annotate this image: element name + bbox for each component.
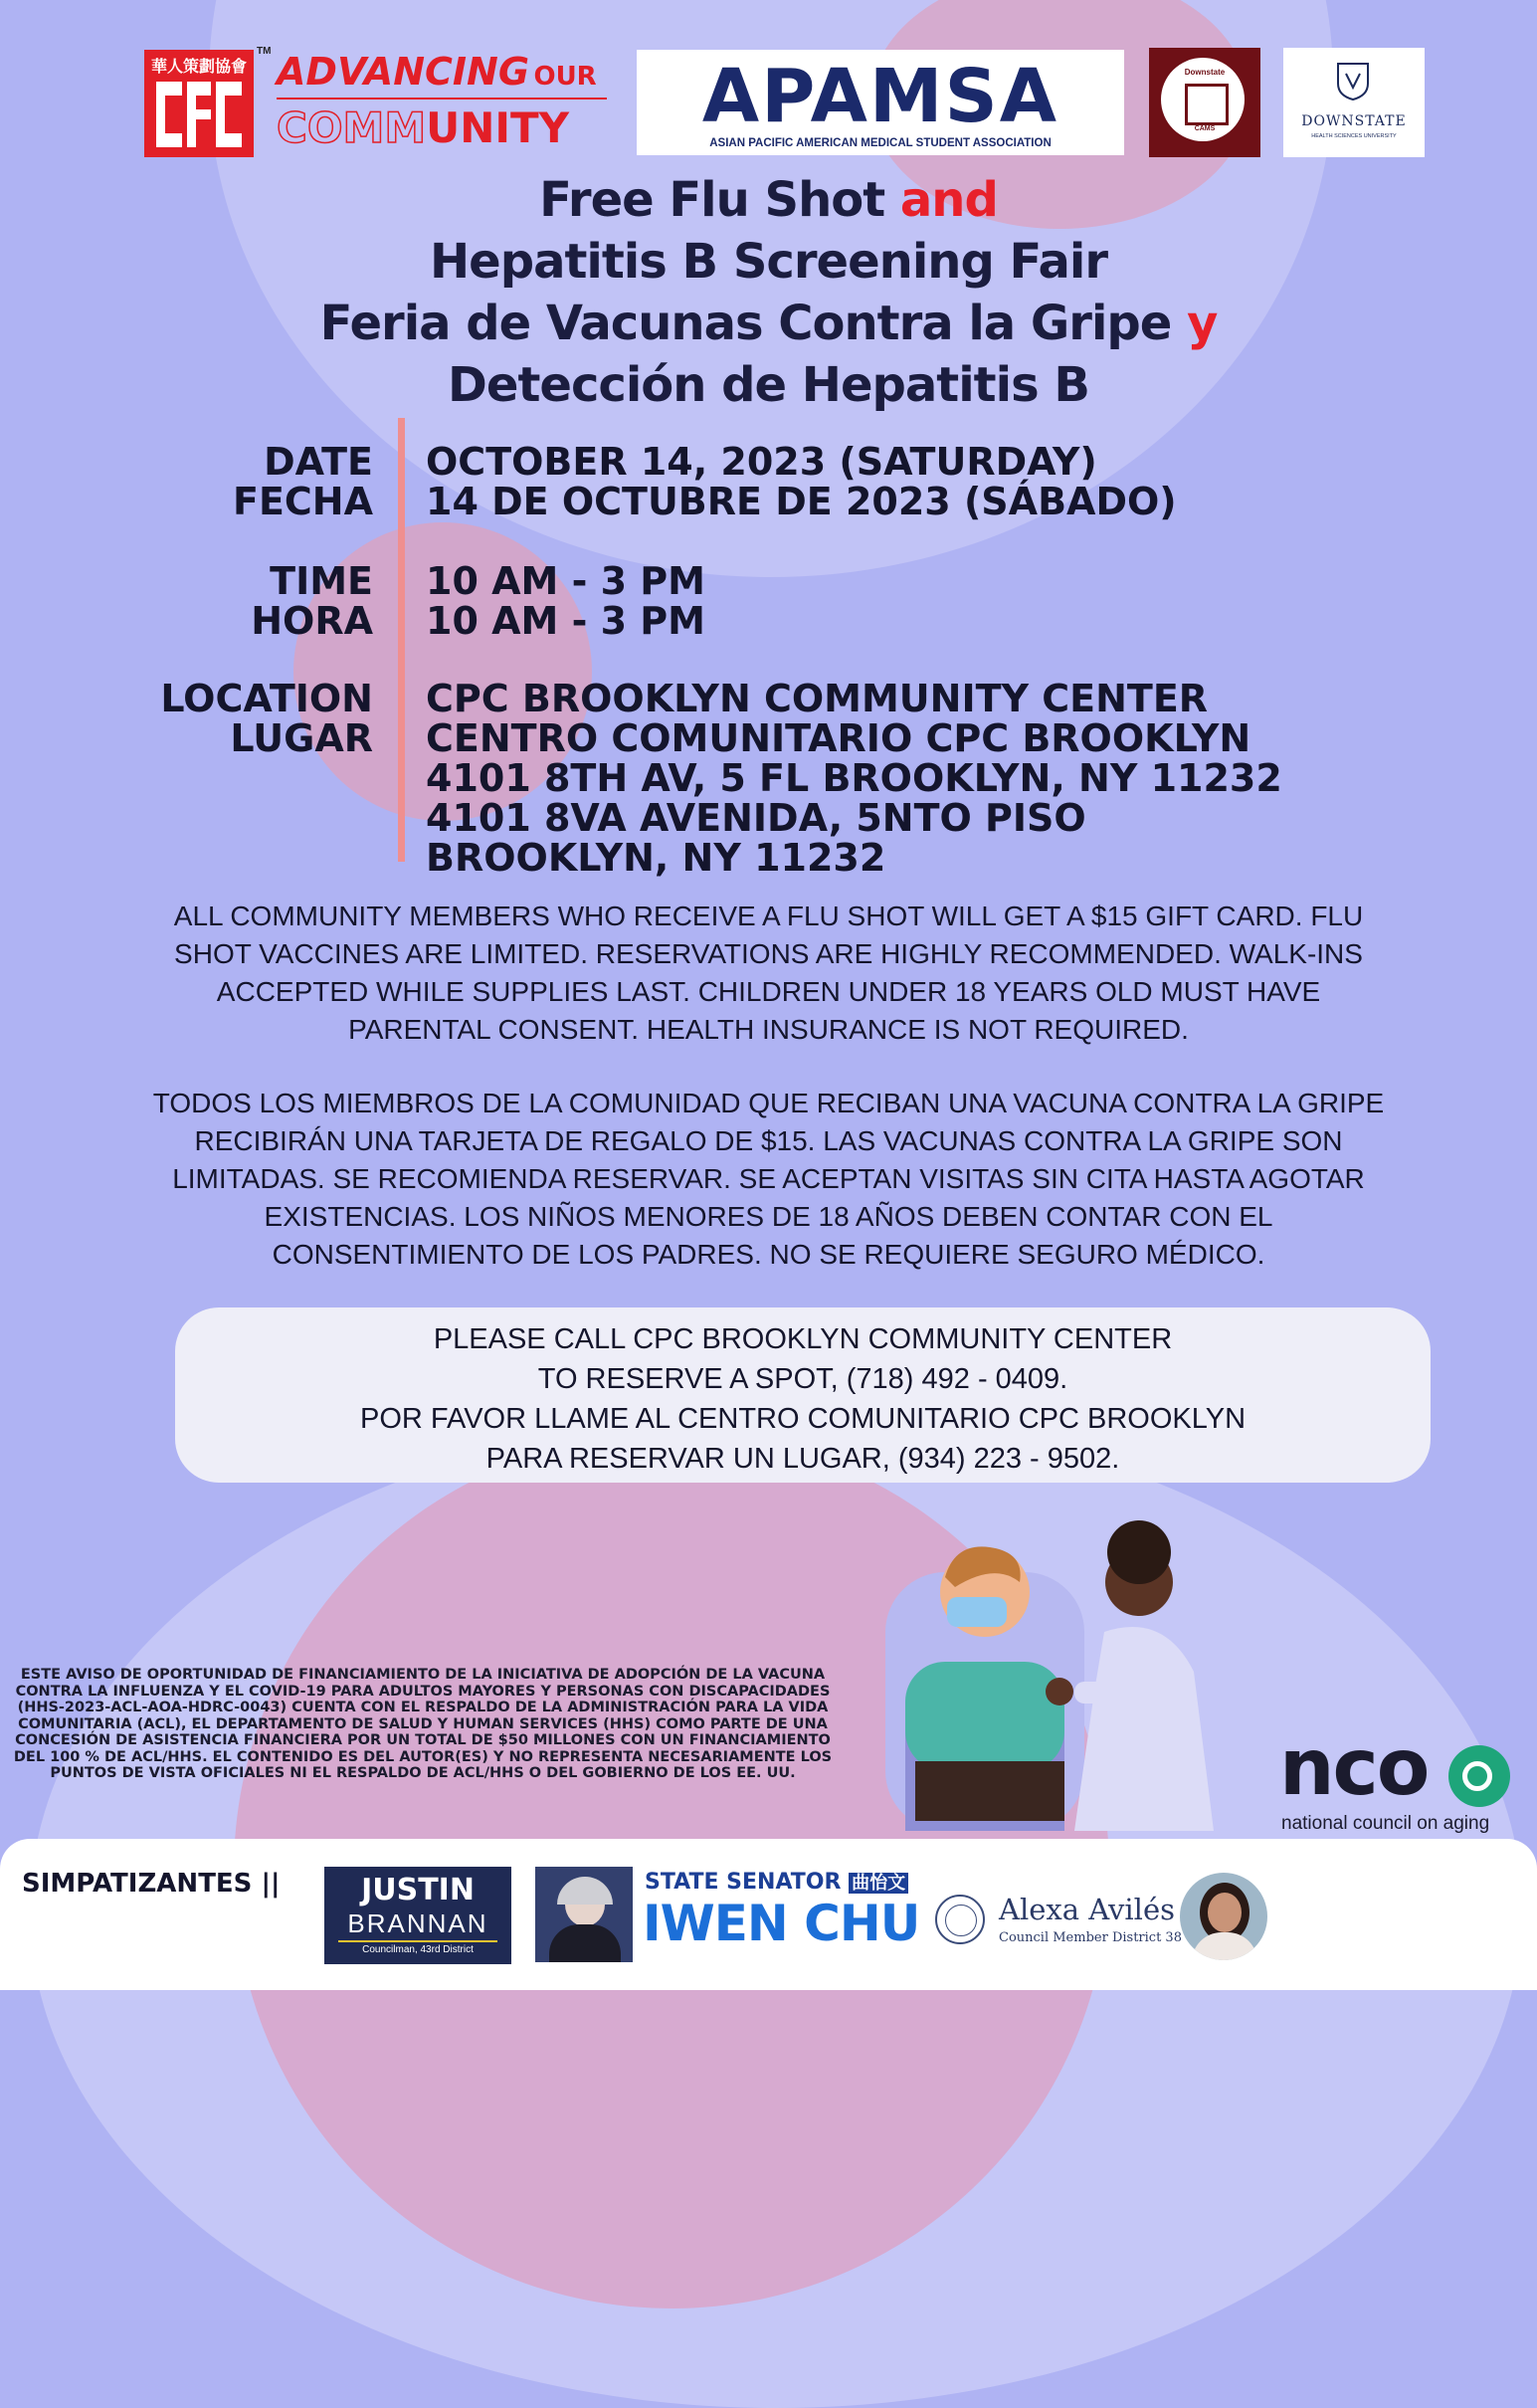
comm-text: COMM — [277, 103, 427, 152]
ncoa-a-icon — [1448, 1745, 1510, 1807]
sponsors-label: SIMPATIZANTES || — [22, 1869, 281, 1899]
apamsa-logo — [637, 50, 1124, 155]
date-value: OCTOBER 14, 2023 (SATURDAY) — [426, 440, 1097, 484]
cpc-logo — [144, 50, 254, 157]
ncoa-mark: nco — [1279, 1723, 1429, 1813]
brannan-subtitle: Councilman, 43rd District — [362, 1944, 474, 1955]
vertical-divider — [398, 418, 405, 862]
cams-logo — [1149, 48, 1260, 157]
title-line-3: Feria de Vacunas Contra la Gripe y — [319, 296, 1218, 351]
hora-label: HORA — [251, 599, 373, 643]
location-line-3: 4101 8TH AV, 5 FL BROOKLYN, NY 11232 — [426, 756, 1282, 800]
time-label: TIME — [270, 559, 373, 603]
cpc-tm: TM — [257, 46, 272, 57]
info-english: ALL COMMUNITY MEMBERS WHO RECEIVE A FLU SHOT WILL GET A $15 GIFT CARD. FLU SHOT VACCINES ARE LIMITED. RESERVATIONS ARE HIGHLY RECOMMENDED. WALK-INS ACCEPTED WHILE SUPPLIES LAST. CHILDREN UNDER 18 YEARS OLD MUST HAVE PARENTAL CONSENT. HEALTH INSURANCE IS NOT REQUIRED. — [173, 901, 1364, 1045]
apamsa-subtitle: ASIAN PACIFIC AMERICAN MEDICAL STUDENT ASSOCIATION — [709, 137, 1052, 149]
location-line-2: CENTRO COMUNITARIO CPC BROOKLYN — [426, 716, 1251, 760]
apamsa-mark: APAMSA — [701, 54, 1059, 139]
call-line-1: PLEASE CALL CPC BROOKLYN COMMUNITY CENTER — [433, 1323, 1173, 1355]
date-label: DATE — [264, 440, 373, 484]
ncoa-logo — [1279, 1723, 1528, 1841]
call-line-4: PARA RESERVAR UN LUGAR, (934) 223 - 9502. — [485, 1443, 1120, 1475]
aviles-subtitle: Council Member District 38 — [999, 1930, 1182, 1945]
aviles-photo — [1180, 1873, 1267, 1960]
downstate-name: DOWNSTATE — [1301, 113, 1407, 129]
chu-title: STATE SENATOR 曲怡文 — [645, 1869, 908, 1895]
downstate-shield-icon — [1336, 62, 1370, 101]
sponsors-bar — [0, 1839, 1537, 1990]
ncoa-subtitle: national council on aging — [1281, 1813, 1490, 1834]
cams-top-text: Downstate — [1184, 68, 1226, 77]
nyc-seal-icon — [935, 1895, 985, 1944]
title-and: and — [899, 172, 998, 228]
cpc-chinese-text: 華人策劃協會 — [150, 59, 247, 76]
title-line-2: Hepatitis B Screening Fair — [429, 234, 1107, 290]
cams-seal — [1185, 84, 1229, 125]
downstate-logo — [1283, 48, 1425, 157]
info-spanish: TODOS LOS MIEMBROS DE LA COMUNIDAD QUE RECIBAN UNA VACUNA CONTRA LA GRIPE RECIBIRÁN UNA TARJETA DE REGALO DE $15. LAS VACUNAS CONTRA LA GRIPE SON LIMITADAS. SE RECOMIENDA RESERVAR. SE ACEPTAN VISITAS SIN CITA HASTA AGOTAR EXISTENCIAS. LOS NIÑOS MENORES DE 18 AÑOS DEBEN CONTAR CON EL CONSENTIMIENTO DE LOS PADRES. NO SE REQUIERE SEGURO MÉDICO. — [152, 1088, 1385, 1270]
brannan-first: JUSTIN — [361, 1873, 475, 1907]
cpc-mark — [156, 82, 242, 147]
our-text: OUR — [533, 62, 597, 92]
downstate-subtitle: HEALTH SCIENCES UNIVERSITY — [1311, 133, 1397, 139]
advancing-our-community-logo — [277, 50, 615, 159]
disclaimer: ESTE AVISO DE OPORTUNIDAD DE FINANCIAMIENTO DE LA INICIATIVA DE ADOPCIÓN DE LA VACUNA CONTRA LA INFLUENZA Y EL COVID-19 PARA ADULTOS MAYORES Y PERSONAS CON DISCAPACIDADES (HHS-2023-ACL-AOA-HDRC-0043) CUENTA CON EL RESPALDO DE LA ADMINISTRACIÓN PARA LA VIDA COMUNITARIA (ACL), EL DEPARTAMENTO DE SALUD Y HUMAN SERVICES (HHS) COMO PARTE DE UNA CONCESIÓN DE ASISTENCIA FINANCIERA POR UN TOTAL DE $50 MILLONES CON UN FINANCIAMIENTO DEL 100 % DE ACL/HHS. EL CONTENIDO ES DEL AUTOR(ES) Y NO REPRESENTA NECESARIAMENTE LOS PUNTOS DE VISTA OFICIALES NI EL RESPALDO DE ACL/HHS O DEL GOBIERNO DE LOS EE. UU. — [13, 1667, 833, 1781]
location-label: LOCATION — [160, 677, 373, 720]
lugar-label: LUGAR — [230, 716, 373, 760]
call-box — [175, 1307, 1431, 1483]
chu-photo — [535, 1867, 633, 1962]
advancing-text: ADVANCING — [277, 50, 530, 94]
call-line-3: POR FAVOR LLAME AL CENTRO COMUNITARIO CPC BROOKLYN — [359, 1403, 1247, 1435]
title-line-4: Detección de Hepatitis B — [448, 357, 1089, 413]
location-line-1: CPC BROOKLYN COMMUNITY CENTER — [426, 677, 1209, 720]
location-line-4: 4101 8VA AVENIDA, 5NTO PISO — [426, 796, 1086, 840]
vaccination-illustration — [875, 1493, 1253, 1831]
fecha-value: 14 DE OCTUBRE DE 2023 (SÁBADO) — [426, 480, 1177, 523]
time-value: 10 AM - 3 PM — [426, 559, 705, 603]
chu-chinese-name: 曲怡文 — [849, 1873, 908, 1894]
hora-value: 10 AM - 3 PM — [426, 599, 705, 643]
aviles-name: Alexa Avilés — [999, 1893, 1175, 1926]
call-line-2: TO RESERVE A SPOT, (718) 492 - 0409. — [537, 1363, 1068, 1395]
chu-name: IWEN CHU — [643, 1895, 920, 1952]
fecha-label: FECHA — [232, 480, 373, 523]
brannan-last: BRANNAN — [347, 1908, 488, 1938]
unity-text: UNITY — [426, 103, 570, 152]
cams-bottom-text: CAMS — [1194, 125, 1216, 132]
brannan-logo — [324, 1867, 511, 1964]
location-line-5: BROOKLYN, NY 11232 — [426, 836, 886, 880]
title-line-1: Free Flu Shot and — [539, 172, 998, 228]
title-y: y — [1187, 296, 1218, 351]
